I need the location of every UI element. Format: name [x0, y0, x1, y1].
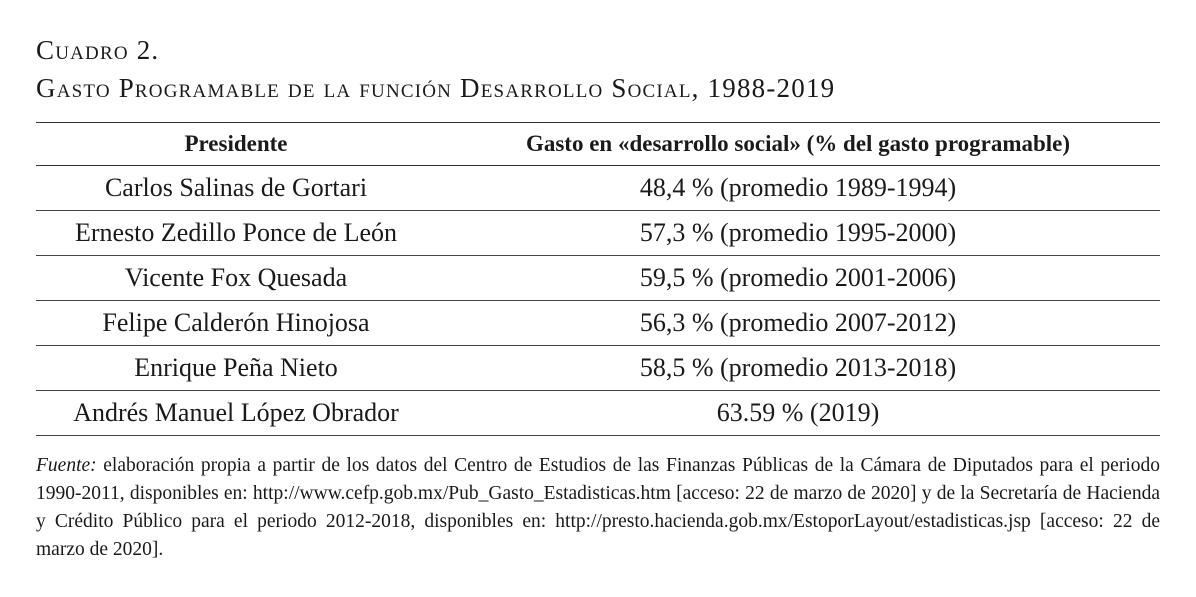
data-table	[36, 122, 1160, 436]
spending-cell: 59,5 % (promedio 2001-2006)	[436, 256, 1160, 301]
spending-cell: 48,4 % (promedio 1989-1994)	[436, 166, 1160, 211]
president-cell: Vicente Fox Quesada	[36, 256, 436, 301]
source-note	[36, 452, 1160, 564]
table-header-row	[36, 123, 1160, 166]
table-row	[36, 256, 1160, 301]
column-header-spending: Gasto en «desarrollo social» (% del gasto programable)	[436, 123, 1160, 166]
table-row	[36, 211, 1160, 256]
president-cell: Ernesto Zedillo Ponce de León	[36, 211, 436, 256]
spending-cell: 58,5 % (promedio 2013-2018)	[436, 346, 1160, 391]
spending-cell: 57,3 % (promedio 1995-2000)	[436, 211, 1160, 256]
table-row	[36, 301, 1160, 346]
president-cell: Felipe Calderón Hinojosa	[36, 301, 436, 346]
table-row	[36, 346, 1160, 391]
table-row	[36, 391, 1160, 436]
document	[36, 30, 1160, 564]
table-caption-number: Cuadro 2.	[36, 35, 160, 65]
source-label: Fuente:	[36, 455, 97, 476]
column-header-president: Presidente	[36, 123, 436, 166]
president-cell: Enrique Peña Nieto	[36, 346, 436, 391]
president-cell: Andrés Manuel López Obrador	[36, 391, 436, 436]
table-row	[36, 166, 1160, 211]
source-text: elaboración propia a partir de los datos del Centro de Estudios de las Finanzas Públicas de la Cámara de Diputados para el periodo 1990-2011, disponibles en: http://www.cefp.gob.mx/Pub_Gasto_Estadisticas.htm [acceso: 22 de marzo de 2020] y de la Secretaría de Hacienda y Crédito Público para el periodo 2012-2018, disponibles en: http://presto.hacienda.gob.mx/EstoporLayout/estadisticas.jsp [acceso: 22 de marzo de 2020].	[36, 455, 1161, 560]
president-cell: Carlos Salinas de Gortari	[36, 166, 436, 211]
spending-cell: 56,3 % (promedio 2007-2012)	[436, 301, 1160, 346]
table-caption-title: Gasto Programable de la función Desarrollo Social, 1988-2019	[36, 73, 836, 103]
spending-cell: 63.59 % (2019)	[436, 391, 1160, 436]
